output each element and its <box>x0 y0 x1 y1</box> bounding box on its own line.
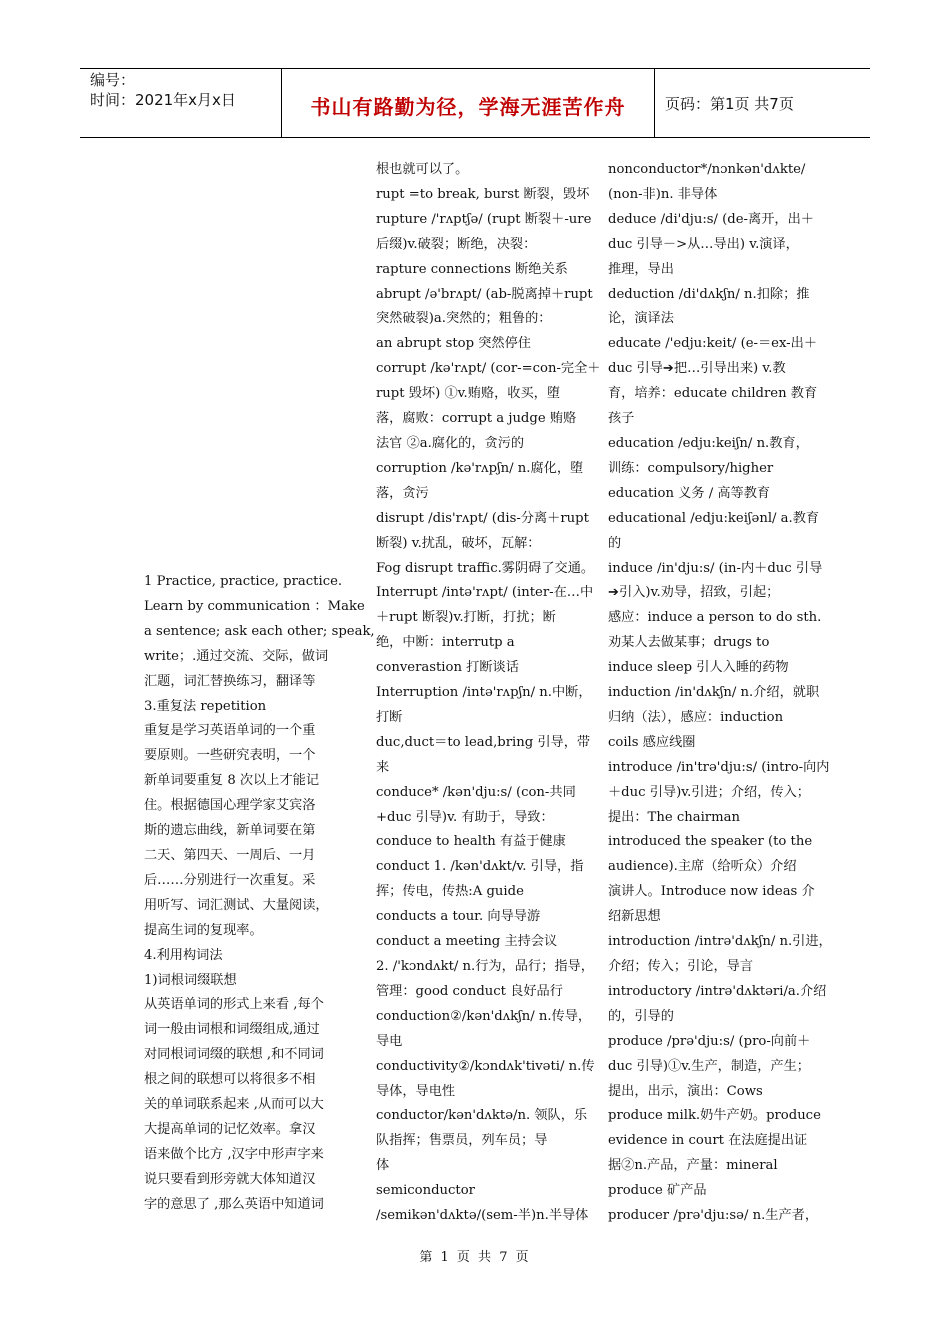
text-line: rupt =to break, burst 断裂，毁坏 <box>376 186 590 202</box>
text-line: write；.通过交流、交际，做词 <box>144 648 329 664</box>
text-line: 提高生词的复现率。 <box>144 922 263 938</box>
text-line: corruption /kə'rʌpʃn/ n.腐化，堕 <box>376 460 584 476</box>
text-line: rupture /'rʌptʃə/ (rupt 断裂＋-ure <box>376 211 592 227</box>
text-line: deduce /di'dju:s/ (de-离开，出＋ <box>608 211 814 227</box>
header-right-cell <box>655 69 870 137</box>
text-line: converastion 打断谈话 <box>376 660 519 676</box>
text-line: duc,duct＝to lead,bring 引导，带 <box>376 734 591 750</box>
text-line: /semikən'dʌktə/(sem-半)n.半导体 <box>376 1208 589 1224</box>
text-line: 管理：good conduct 良好品行 <box>376 983 563 999</box>
text-line: duc 引导－>从…导出) v.演译， <box>608 236 799 252</box>
text-line: education 义务 / 高等教育 <box>608 485 771 501</box>
text-line: 绍新思想 <box>608 909 661 925</box>
text-line: 关的单词联系起来 ,从而可以大 <box>144 1097 324 1113</box>
page-footer: 第 1 页 共 7 页 <box>419 1250 531 1265</box>
text-line: 重复是学习英语单词的一个重 <box>144 723 316 739</box>
text-line: coils 感应线圈 <box>608 734 696 750</box>
text-line: induce sleep 引人入睡的药物 <box>608 660 789 676</box>
text-line: 字的意思了 ,那么英语中知道词 <box>144 1196 324 1212</box>
text-line: 从英语单词的形式上来看 ,每个 <box>144 997 324 1013</box>
text-line: conduct a meeting 主持会议 <box>376 934 558 950</box>
text-line: 挥；传电，传热:A guide <box>376 884 524 900</box>
text-line: 后……分别进行一次重复。采 <box>144 872 316 888</box>
text-line: duc 引导➔把…引导出来) v.教 <box>608 361 786 377</box>
text-line: 突然破裂)a.突然的；粗鲁的： <box>376 311 552 327</box>
text-line: produce milk.奶牛产奶。produce <box>608 1108 821 1124</box>
document-date-label: 时间：2021年x月x日 <box>90 91 236 109</box>
text-line: Interruption /intə'rʌpʃn/ n.中断， <box>376 685 592 701</box>
text-line: conduce to health 有益于健康 <box>376 834 566 850</box>
text-line: deduction /di'dʌkʃn/ n.扣除；推 <box>608 286 810 302</box>
text-line: conducts a tour. 向导导游 <box>376 909 541 925</box>
text-line: 据②n.产品，产量：mineral <box>608 1158 778 1174</box>
text-line: induction /in'dʌkʃn/ n.介绍，就职 <box>608 685 820 701</box>
text-line: 法官 ②a.腐化的，贪污的 <box>376 435 525 451</box>
text-line: 体 <box>376 1158 390 1174</box>
text-line: 提出，出示，演出：Cows <box>608 1083 763 1099</box>
text-line: 来 <box>376 759 390 775</box>
text-line: duc 引导)①v.生产，制造，产生； <box>608 1058 810 1074</box>
text-line: producer /prə'dju:sə/ n.生产者， <box>608 1208 819 1224</box>
text-line: 3.重复法 repetition <box>144 698 267 714</box>
text-line: 4.利用构词法 <box>144 947 223 963</box>
text-line: ＋duc 引导)v.引进；介绍，传入； <box>608 784 810 800</box>
text-line: conduction②/kən'dʌkʃn/ n.传导， <box>376 1008 592 1024</box>
text-line: audience).主席（给听众）介绍 <box>608 859 797 875</box>
text-line: 论，演译法 <box>608 311 674 327</box>
text-line: rapture connections 断绝关系 <box>376 261 568 277</box>
text-line: 感应：induce a person to do sth. <box>608 610 822 626</box>
text-line: conduct 1. /kən'dʌkt/v. 引导，指 <box>376 859 584 875</box>
text-column-left <box>144 570 375 1218</box>
text-line: 1 Practice, practice, practice. <box>144 574 343 589</box>
text-line: 导体，导电性 <box>376 1083 456 1099</box>
text-line: Learn by communication ：Make <box>144 598 365 614</box>
text-line: 的，引导的 <box>608 1008 674 1024</box>
header-motto: 书山有路勤为径，学海无涯苦作舟 <box>310 95 626 119</box>
text-line: 2. /'kɔndʌkt/ n.行为，品行；指导， <box>376 959 594 974</box>
text-line: nonconductor*/nɔnkən'dʌkte/ <box>608 162 806 177</box>
text-line: 导电 <box>376 1033 403 1049</box>
document-header <box>80 68 870 138</box>
text-line: 孩子 <box>608 411 635 427</box>
text-line: Interrupt /intə'rʌpt/ (inter-在…中 <box>376 585 594 601</box>
text-line: 后缀)v.破裂；断绝，决裂： <box>376 236 537 252</box>
text-line: (non-非)n. 非导体 <box>608 186 718 202</box>
text-line: 词一般由词根和词缀组成,通过 <box>144 1022 320 1038</box>
text-line: 落，贪污 <box>376 485 429 501</box>
text-line: 打断 <box>376 709 403 725</box>
text-line: conduce* /kən'dju:s/ (con-共同 <box>376 784 576 800</box>
text-line: conductivity②/kɔndʌk'tivəti/ n.传 <box>376 1058 595 1074</box>
text-line: introduce /in'trə'dju:s/ (intro-向内 <box>608 759 830 775</box>
text-line: Fog disrupt traffic.雾阴碍了交通。 <box>376 560 595 576</box>
text-line: 1)词根词缀联想 <box>144 972 237 988</box>
text-line: 根之间的联想可以将很多不相 <box>144 1072 316 1088</box>
text-line: 提出：The chairman <box>608 809 740 825</box>
header-left-cell <box>80 69 280 137</box>
text-line: 根也就可以了。 <box>376 162 469 177</box>
text-line: a sentence; ask each other; speak, <box>144 623 375 639</box>
text-line: 推理，导出 <box>608 261 674 277</box>
text-line: 语来做个比方 ,汉字中形声字来 <box>144 1146 324 1162</box>
text-line: semiconductor <box>376 1183 475 1199</box>
text-line: education /edju:keiʃn/ n.教育， <box>608 435 809 451</box>
text-line: 落，腐败：corrupt a judge 贿赂 <box>376 411 577 427</box>
text-line: 新单词要重复 8 次以上才能记 <box>144 773 320 789</box>
text-line: ＋rupt 断裂)v.打断，打扰；断 <box>376 610 556 626</box>
text-line: 汇题，词汇替换练习，翻译等 <box>144 673 316 689</box>
text-line: 说只要看到形旁就大体知道汉 <box>144 1171 316 1187</box>
text-line: ➔引入)v.劝导，招致，引起； <box>608 585 780 601</box>
text-line: 斯的遗忘曲线，新单词要在第 <box>144 823 316 839</box>
text-line: induce /in'dju:s/ (in-内＋duc 引导 <box>608 560 823 576</box>
text-line: produce 矿产品 <box>608 1183 707 1199</box>
text-line: 断裂) v.扰乱，破坏，瓦解： <box>376 535 541 551</box>
text-line: 演讲人。Introduce now ideas 介 <box>608 884 815 900</box>
text-column-right <box>608 158 832 1229</box>
text-line: disrupt /dis'rʌpt/ (dis-分离＋rupt <box>376 510 589 526</box>
text-line: +duc 引导)v. 有助于，导致： <box>376 809 554 825</box>
text-line: educational /edju:keiʃənl/ a.教育 <box>608 510 820 526</box>
text-line: 归纳（法），感应：induction <box>608 709 784 725</box>
text-line: rupt 毁坏) ①v.贿赂，收买，堕 <box>376 386 561 402</box>
text-column-middle <box>376 158 601 1229</box>
page-number-label: 页码：第1页 共7页 <box>665 95 794 113</box>
header-center-cell <box>281 69 655 137</box>
text-line: 训练：compulsory/higher <box>608 460 774 476</box>
text-line: 住。根据德国心理学家艾宾洛 <box>144 798 316 814</box>
text-line: 用听写、词汇测试、大量阅读， <box>144 897 329 913</box>
text-line: abrupt /ə'brʌpt/ (ab-脱离掉＋rupt <box>376 286 593 302</box>
text-line: 育，培养：educate children 教育 <box>608 386 818 402</box>
text-line: introduced the speaker (to the <box>608 834 813 850</box>
text-line: evidence in court 在法庭提出证 <box>608 1133 808 1149</box>
text-line: introductory /intrə'dʌktəri/a.介绍 <box>608 983 827 999</box>
text-line: produce /prə'dju:s/ (pro-向前＋ <box>608 1033 811 1049</box>
text-line: 劝某人去做某事；drugs to <box>608 635 770 651</box>
text-line: corrupt /kə'rʌpt/ (cor-=con-完全＋ <box>376 361 601 377</box>
text-line: an abrupt stop 突然停住 <box>376 336 531 352</box>
text-line: 要原则。一些研究表明，一个 <box>144 748 316 764</box>
document-number-label: 编号： <box>90 71 136 89</box>
text-line: 二天、第四天、一周后、一月 <box>144 847 316 863</box>
text-line: 介绍；传入；引论，导言 <box>608 959 754 974</box>
text-line: 大提高单词的记忆效率。拿汉 <box>144 1121 316 1137</box>
text-line: 队指挥；售票员，列车员；导 <box>376 1133 548 1149</box>
text-line: conductor/kən'dʌktə/n. 领队，乐 <box>376 1108 588 1124</box>
text-line: introduction /intrə'dʌkʃn/ n.引进， <box>608 934 832 950</box>
text-line: 的 <box>608 535 622 551</box>
text-line: educate /'edju:keit/ (e-＝ex-出＋ <box>608 336 818 352</box>
text-line: 对同根词词缀的联想 ,和不同词 <box>144 1047 324 1063</box>
text-line: 绝，中断：interrutp a <box>376 635 515 651</box>
